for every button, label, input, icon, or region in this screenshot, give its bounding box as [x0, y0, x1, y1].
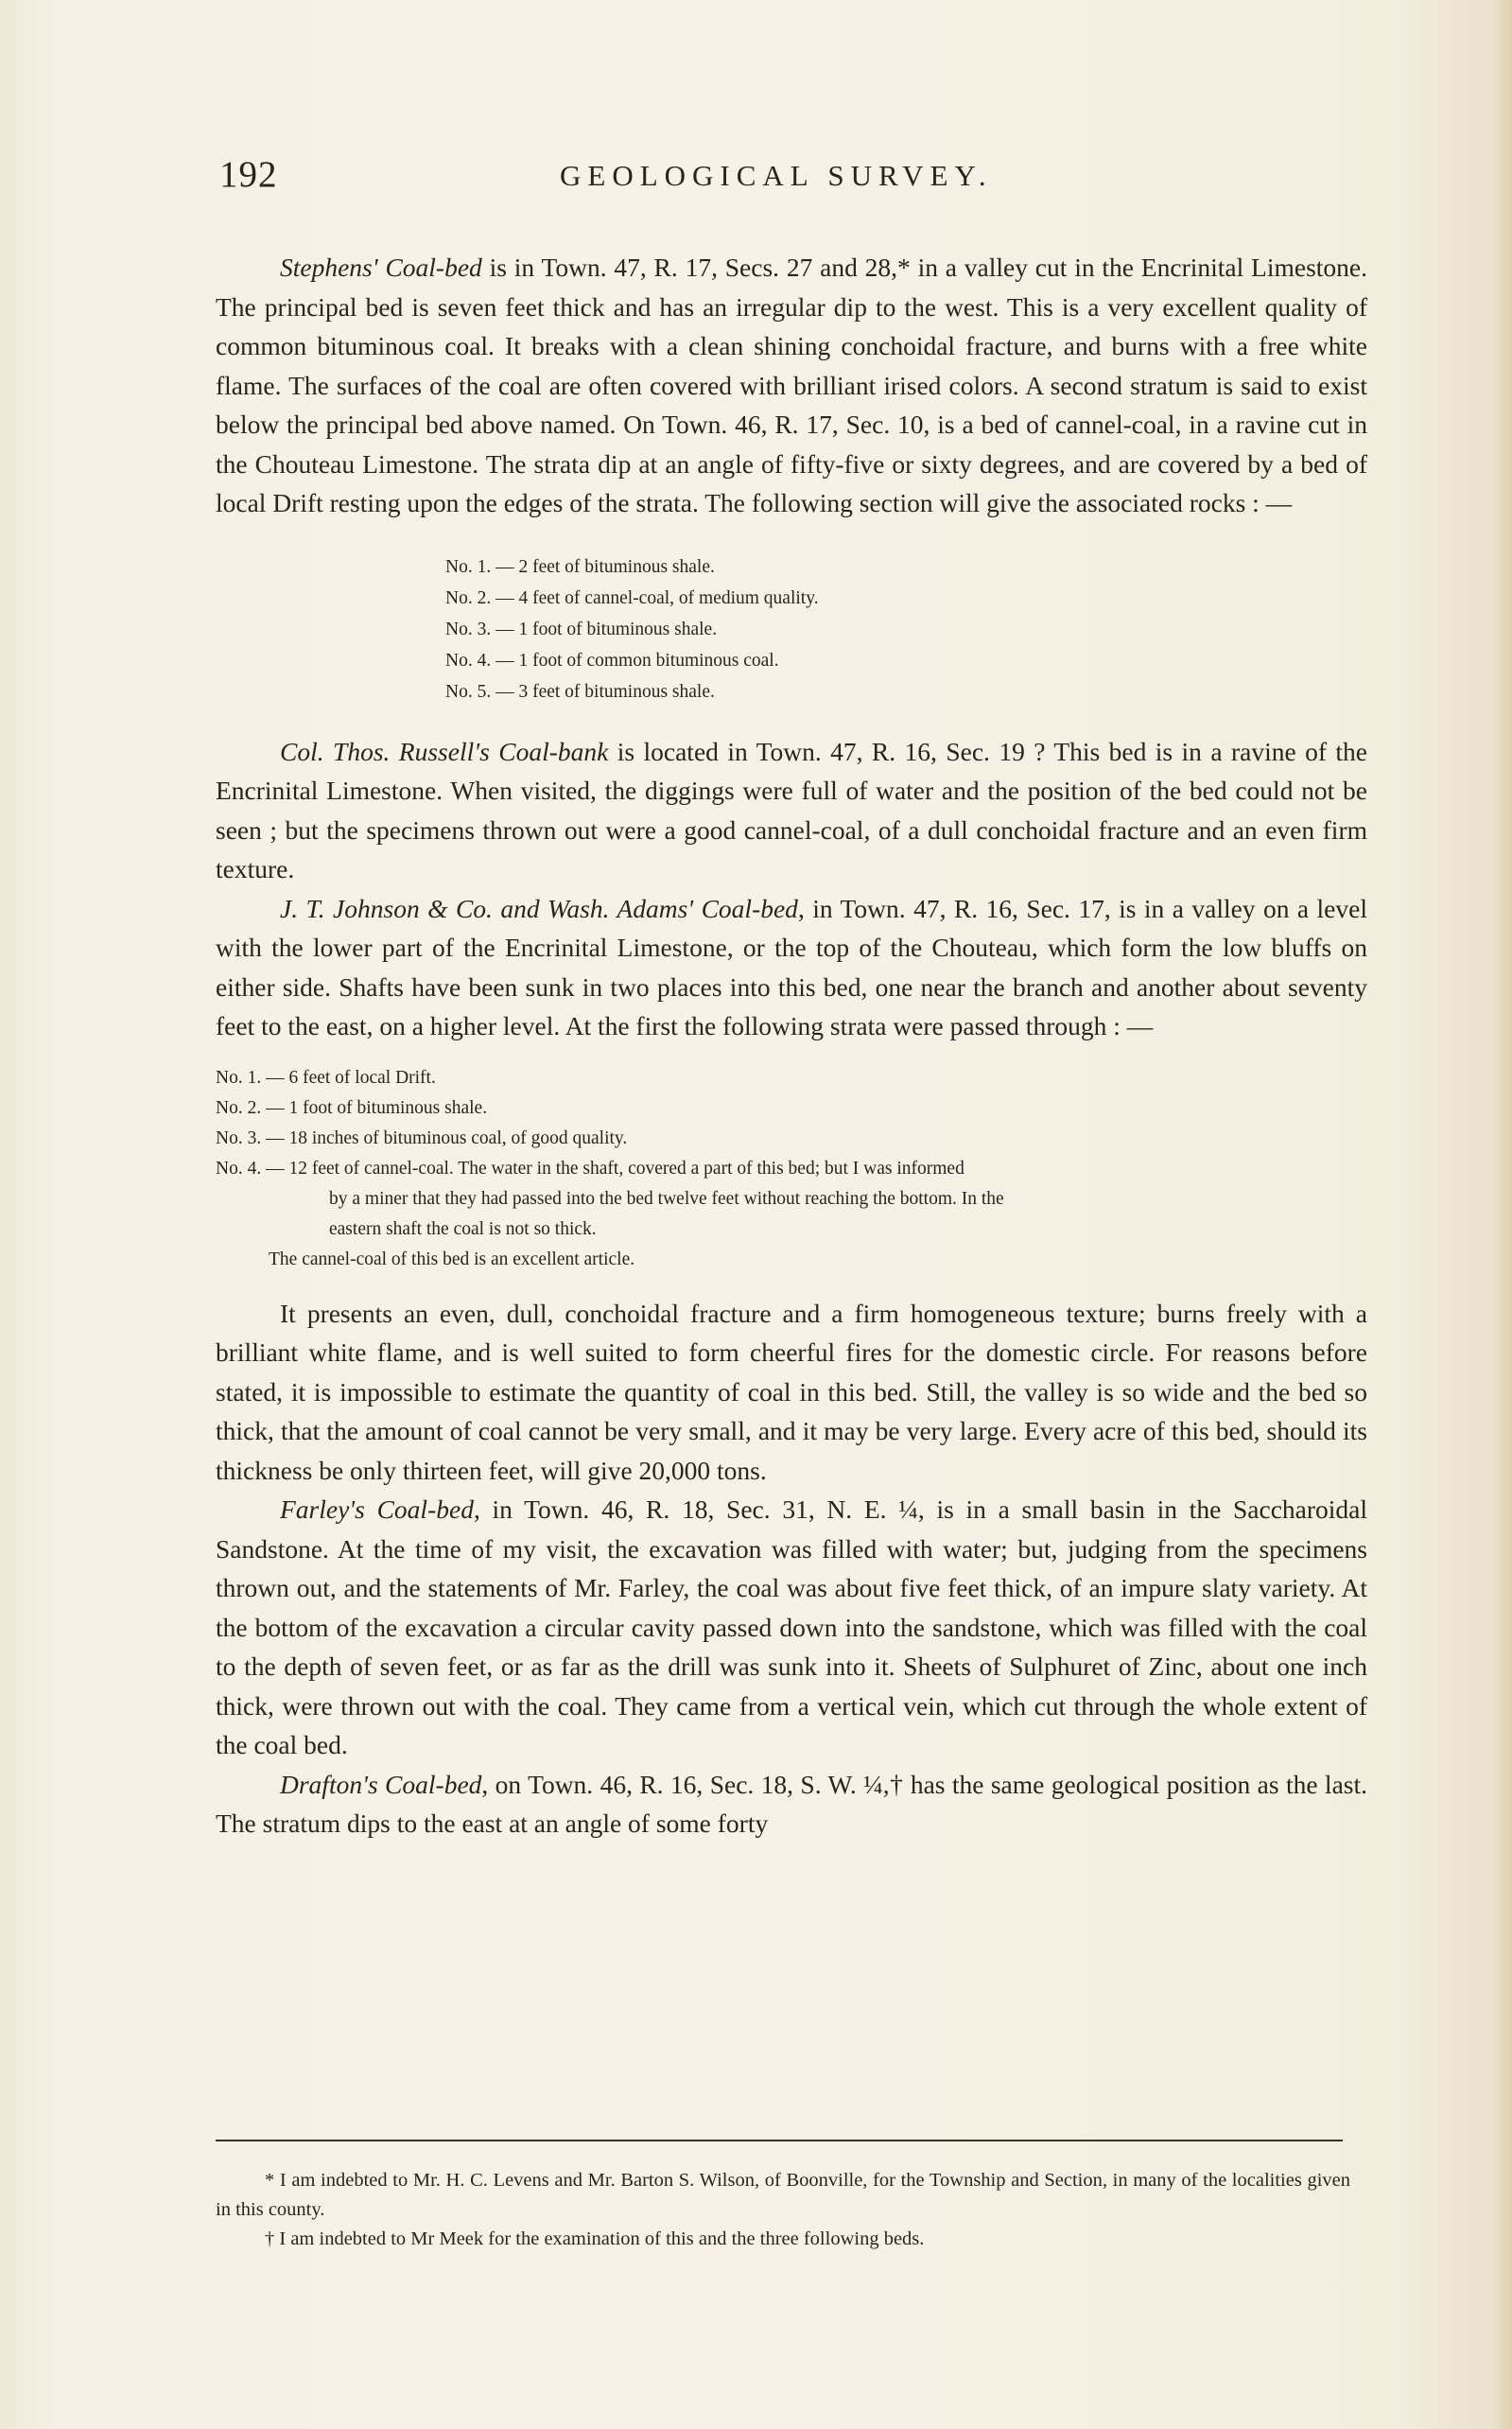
paragraph-text: It presents an even, dull, conchoidal fracture and a firm homogeneous texture; burns freely with a brilliant white flame, and is well suited to form cheerful fires for the domestic circle. For reasons before stated, it is impossible to estimate the quantity of coal in this bed. Still, the valley is so wide and the bed so thick, that the amount of coal cannot be very small, and it may be very large. Every acre of this bed, should its thickness be only thirteen feet, will give 20,000 tons.: [216, 1298, 1367, 1485]
bed-name: Farley's Coal-bed: [280, 1494, 474, 1524]
bed-name: Stephens' Coal-bed: [280, 253, 482, 282]
paragraph-johnson: [216, 889, 1367, 1046]
paragraph-text: is in Town. 47, R. 17, Secs. 27 and 28,* in a valley cut in the Encrinital Limestone. The principal bed is seven feet thick and has an irregular dip to the west. This is a very excellent quality of common bituminous coal. It breaks with a clean shining conchoidal fracture, and burns with a free white flame. The surfaces of the coal are often covered with brilliant irised colors. A second stratum is said to exist below the principal bed above named. On Town. 46, R. 17, Sec. 10, is a bed of cannel-coal, in a ravine cut in the Chouteau Limestone. The strata dip at an angle of fifty-five or sixty degrees, and are covered by a bed of local Drift resting upon the edges of the strata. The following section will give the associated rocks : —: [216, 253, 1368, 517]
paragraph-text: , on Town. 46, R. 16, Sec. 18, S. W. ¼,† has the same geological position as the last. The stratum dips to the east at an angle of some forty: [216, 1769, 1367, 1838]
paragraph-text: , in Town. 46, R. 18, Sec. 31, N. E. ¼, is in a small basin in the Saccharoidal Sandstone. At the time of my visit, the excavation was filled with water; but, judging from the specimens thrown out, and the statements of Mr. Farley, the coal was about five feet thick, of an impure slaty variety. At the bottom of the excavation a circular cavity passed down into the sandstone, which was filled with the coal to the depth of seven feet, or as far as the drill was sunk into it. Sheets of Sulphuret of Zinc, about one inch thick, were thrown out with the coal. They came from a vertical vein, which cut through the whole extent of the coal bed.: [216, 1494, 1368, 1759]
strata-item: No. 1. — 6 feet of local Drift.: [216, 1067, 436, 1088]
paragraph-farley: [216, 1490, 1367, 1765]
paragraph-russell: [216, 732, 1367, 889]
page-header: [219, 153, 1354, 201]
footnotes: [216, 2166, 1350, 2254]
strata-section-list: [445, 551, 1367, 708]
bed-name: J. T. Johnson & Co. and Wash. Adams' Coal-bed: [280, 893, 798, 923]
footnote: * I am indebted to Mr. H. C. Levens and Mr. Barton S. Wilson, of Boonville, for the Township and Section, in many of the localities given in this county.: [216, 2170, 1350, 2220]
strata-item: No. 4. — 12 feet of cannel-coal. The water in the shaft, covered a part of this bed; but I was informed: [216, 1158, 965, 1179]
paragraph-stephens: [216, 248, 1367, 523]
footnote-divider: [216, 2140, 1343, 2141]
shaft-strata-list: [216, 1063, 1367, 1275]
bed-name: Col. Thos. Russell's Coal-bank: [280, 736, 609, 766]
running-head: GEOLOGICAL SURVEY.: [560, 159, 993, 192]
strata-item: No. 2. — 4 feet of cannel-coal, of medium quality.: [445, 587, 819, 608]
page-edge-shadow: [1495, 0, 1512, 2429]
footnote: † I am indebted to Mr Meek for the examination of this and the three following beds.: [265, 2228, 925, 2249]
strata-item: No. 2. — 1 foot of bituminous shale.: [216, 1097, 488, 1118]
strata-item: No. 4. — 1 foot of common bituminous coal.: [445, 650, 779, 671]
strata-note: The cannel-coal of this bed is an excellent article.: [269, 1249, 635, 1269]
paragraph-text: , in Town. 47, R. 16, Sec. 17, is in a valley on a level with the lower part of the Encrinital Limestone, or the top of the Chouteau, which form the low bluffs on either side. Shafts have been sunk in two places into this bed, one near the branch and another about seventy feet to the east, on a higher level. At the first the following strata were passed through : —: [216, 893, 1367, 1040]
strata-item: No. 3. — 1 foot of bituminous shale.: [445, 619, 718, 639]
paragraph-text: is located in Town. 47, R. 16, Sec. 19 ? This bed is in a ravine of the Encrinital Limestone. When visited, the diggings were full of water and the position of the bed could not be seen ; but the specimens thrown out were a good cannel-coal, of a dull conchoidal fracture and an even firm texture.: [216, 736, 1367, 883]
strata-item: No. 5. — 3 feet of bituminous shale.: [445, 681, 715, 702]
strata-item-continuation: by a miner that they had passed into the bed twelve feet without reaching the bottom. In the: [329, 1188, 1004, 1209]
bed-name: Drafton's Coal-bed: [280, 1769, 482, 1799]
paragraph-presents: [216, 1294, 1367, 1491]
paragraph-drafton: [216, 1765, 1367, 1844]
page-number: 192: [219, 154, 278, 195]
page-body: [216, 248, 1367, 1844]
strata-item-continuation: eastern shaft the coal is not so thick.: [329, 1218, 597, 1239]
strata-item: No. 3. — 18 inches of bituminous coal, of good quality.: [216, 1127, 628, 1148]
strata-item: No. 1. — 2 feet of bituminous shale.: [445, 556, 715, 577]
